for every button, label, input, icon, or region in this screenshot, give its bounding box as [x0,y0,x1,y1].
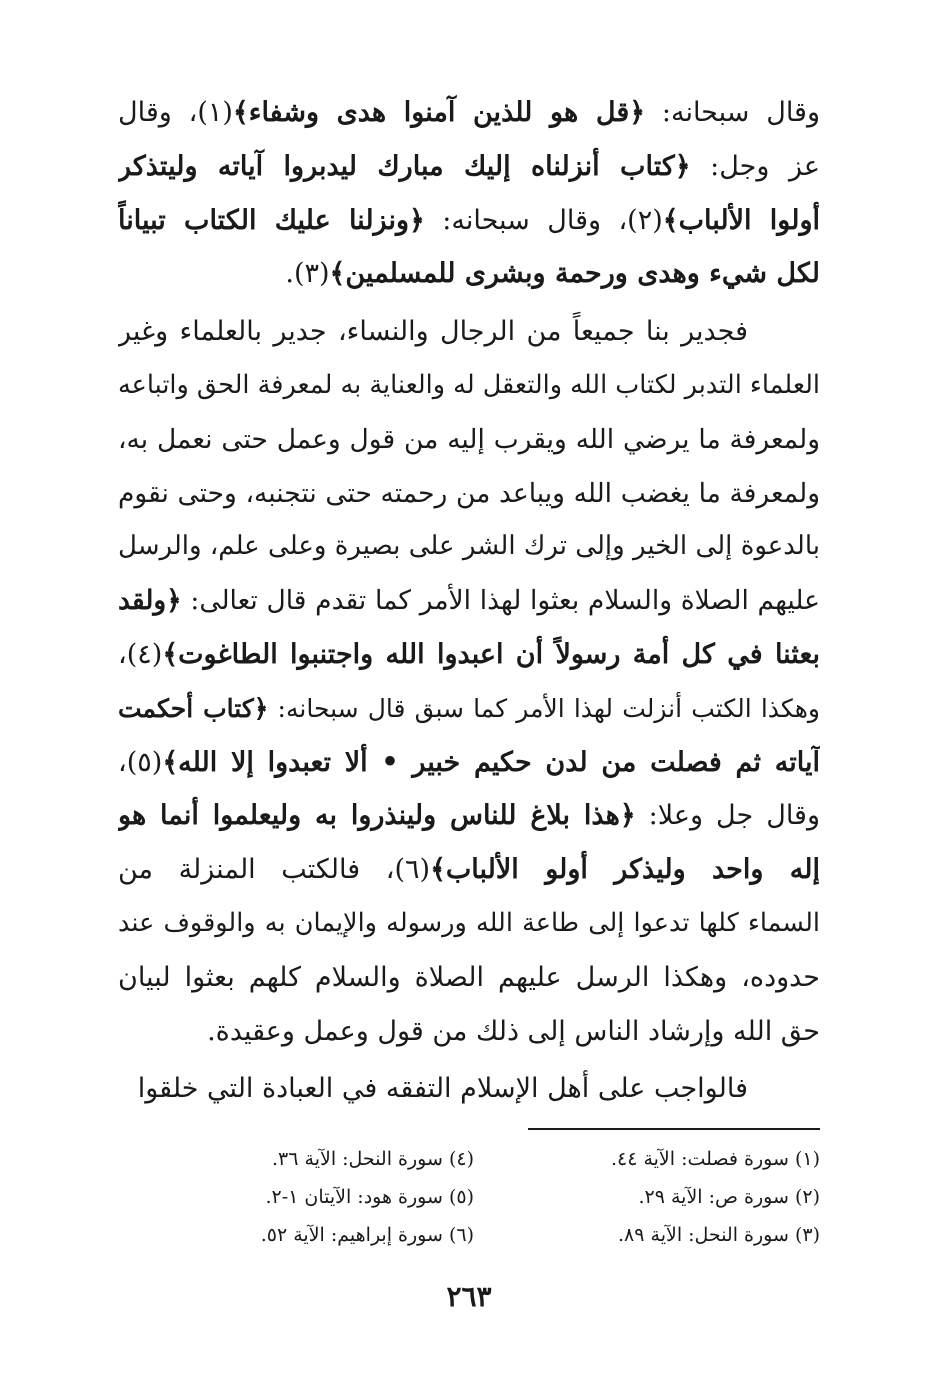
text-segment: (٦)، فالكتب المنزلة من [118,854,431,886]
text-line [118,682,820,736]
text-line [118,305,820,359]
quran-quote: ﴿قل هو للذين آمنوا هدى وشفاء﴾ [232,97,646,128]
text-segment: (١)، وقال [118,97,233,128]
text-segment: فجدير بنا جميعاً من الرجال والنساء، جدير بالعلماء وغير [118,316,748,348]
quran-quote: بعثنا في كل أمة رسولاً أن اعبدوا الله واجتنبوا الطاغوت﴾ [162,638,820,670]
text-line [118,1005,820,1059]
quran-quote: إله واحد وليذكر أولو الألباب﴾ [430,854,820,886]
body-text [118,86,820,1116]
text-line [118,897,820,951]
quran-quote: ﴿كتاب أحكمت [118,693,269,723]
text-segment: (٥)، [118,746,163,778]
text-segment: ولمعرفة ما يغضب الله ويباعد من رحمته حتى نتجنبه، وحتى نقوم [118,477,820,509]
text-line [118,359,820,413]
quran-quote: آياته ثم فصلت من لدن حكيم خبير • ألا تعبدوا إلا الله﴾ [162,746,820,778]
text-segment: عز وجل: [690,150,820,182]
text-segment: حدوده، وهكذا الرسل عليهم الصلاة والسلام كلهم بعثوا لبيان [118,961,820,993]
text-line [118,736,820,790]
quran-quote: لكل شيء وهدى ورحمة وبشرى للمسلمين﴾ [329,258,820,290]
text-line [118,247,820,301]
footnote-3: (٣) سورة النحل: الآية ٨٩. [618,1224,820,1246]
text-line [118,520,820,574]
text-line [118,628,820,682]
footnotes-right-column [520,1140,820,1254]
text-segment: (٢)، وقال سبحانه: [424,204,663,236]
quran-quote: ﴿ونزلنا عليك الكتاب تبياناً [118,204,425,236]
footnotes-left-column [200,1140,474,1254]
footnote-4: (٤) سورة النحل: الآية ٣٦. [272,1148,474,1170]
text-segment: حق الله وإرشاد الناس إلى ذلك من قول وعمل وعقيدة. [207,1015,820,1047]
text-line [118,140,820,194]
text-line [118,843,820,897]
text-line [118,951,820,1005]
text-line [118,194,820,248]
quran-quote: ﴿هذا بلاغ للناس ولينذروا به وليعلموا أنما هو [118,800,636,832]
footnote-1: (١) سورة فصلت: الآية ٤٤. [610,1148,820,1170]
text-segment: العلماء التدبر لكتاب الله والتعقل له والعناية به لمعرفة الحق واتباعه [118,369,820,400]
page-number: ٢٦٣ [446,1280,492,1313]
text-segment: وقال سبحانه: [645,97,820,128]
text-segment: بالدعوة إلى الخير وإلى ترك الشر على بصيرة وعلى علم، والرسل [118,531,820,562]
text-segment: وهكذا الكتب أنزلت لهذا الأمر كما سبق قال سبحانه: [268,693,820,723]
text-segment: (٣). [285,258,330,290]
text-segment: السماء كلها تدعوا إلى طاعة الله ورسوله والإيمان به والوقوف عند [118,907,820,938]
text-line [118,1062,820,1116]
quran-quote: ﴿ولقد [118,585,182,617]
footnote-separator [528,1128,820,1130]
text-segment: وقال جل وعلا: [635,800,820,832]
text-line [118,467,820,521]
text-line [118,789,820,843]
quran-quote: ﴿كتاب أنزلناه إليك مبارك ليدبروا آياته وليتذكر [118,150,691,182]
text-line [118,574,820,628]
text-segment: عليهم الصلاة والسلام بعثوا لهذا الأمر كما تقدم قال تعالى: [181,585,820,617]
text-segment: (٤)، [118,638,163,670]
text-line [118,413,820,467]
footnote-6: (٦) سورة إبراهيم: الآية ٥٢. [260,1224,474,1246]
quran-quote: أولوا الألباب﴾ [662,204,820,236]
text-line [118,86,820,140]
text-segment: فالواجب على أهل الإسلام التفقه في العبادة التي خلقوا [137,1073,748,1105]
footnote-2: (٢) سورة ص: الآية ٢٩. [638,1186,820,1208]
text-segment: ولمعرفة ما يرضي الله ويقرب إليه من قول وعمل حتى نعمل به، [118,423,820,455]
footnote-5: (٥) سورة هود: الآيتان ١-٢. [265,1186,474,1208]
